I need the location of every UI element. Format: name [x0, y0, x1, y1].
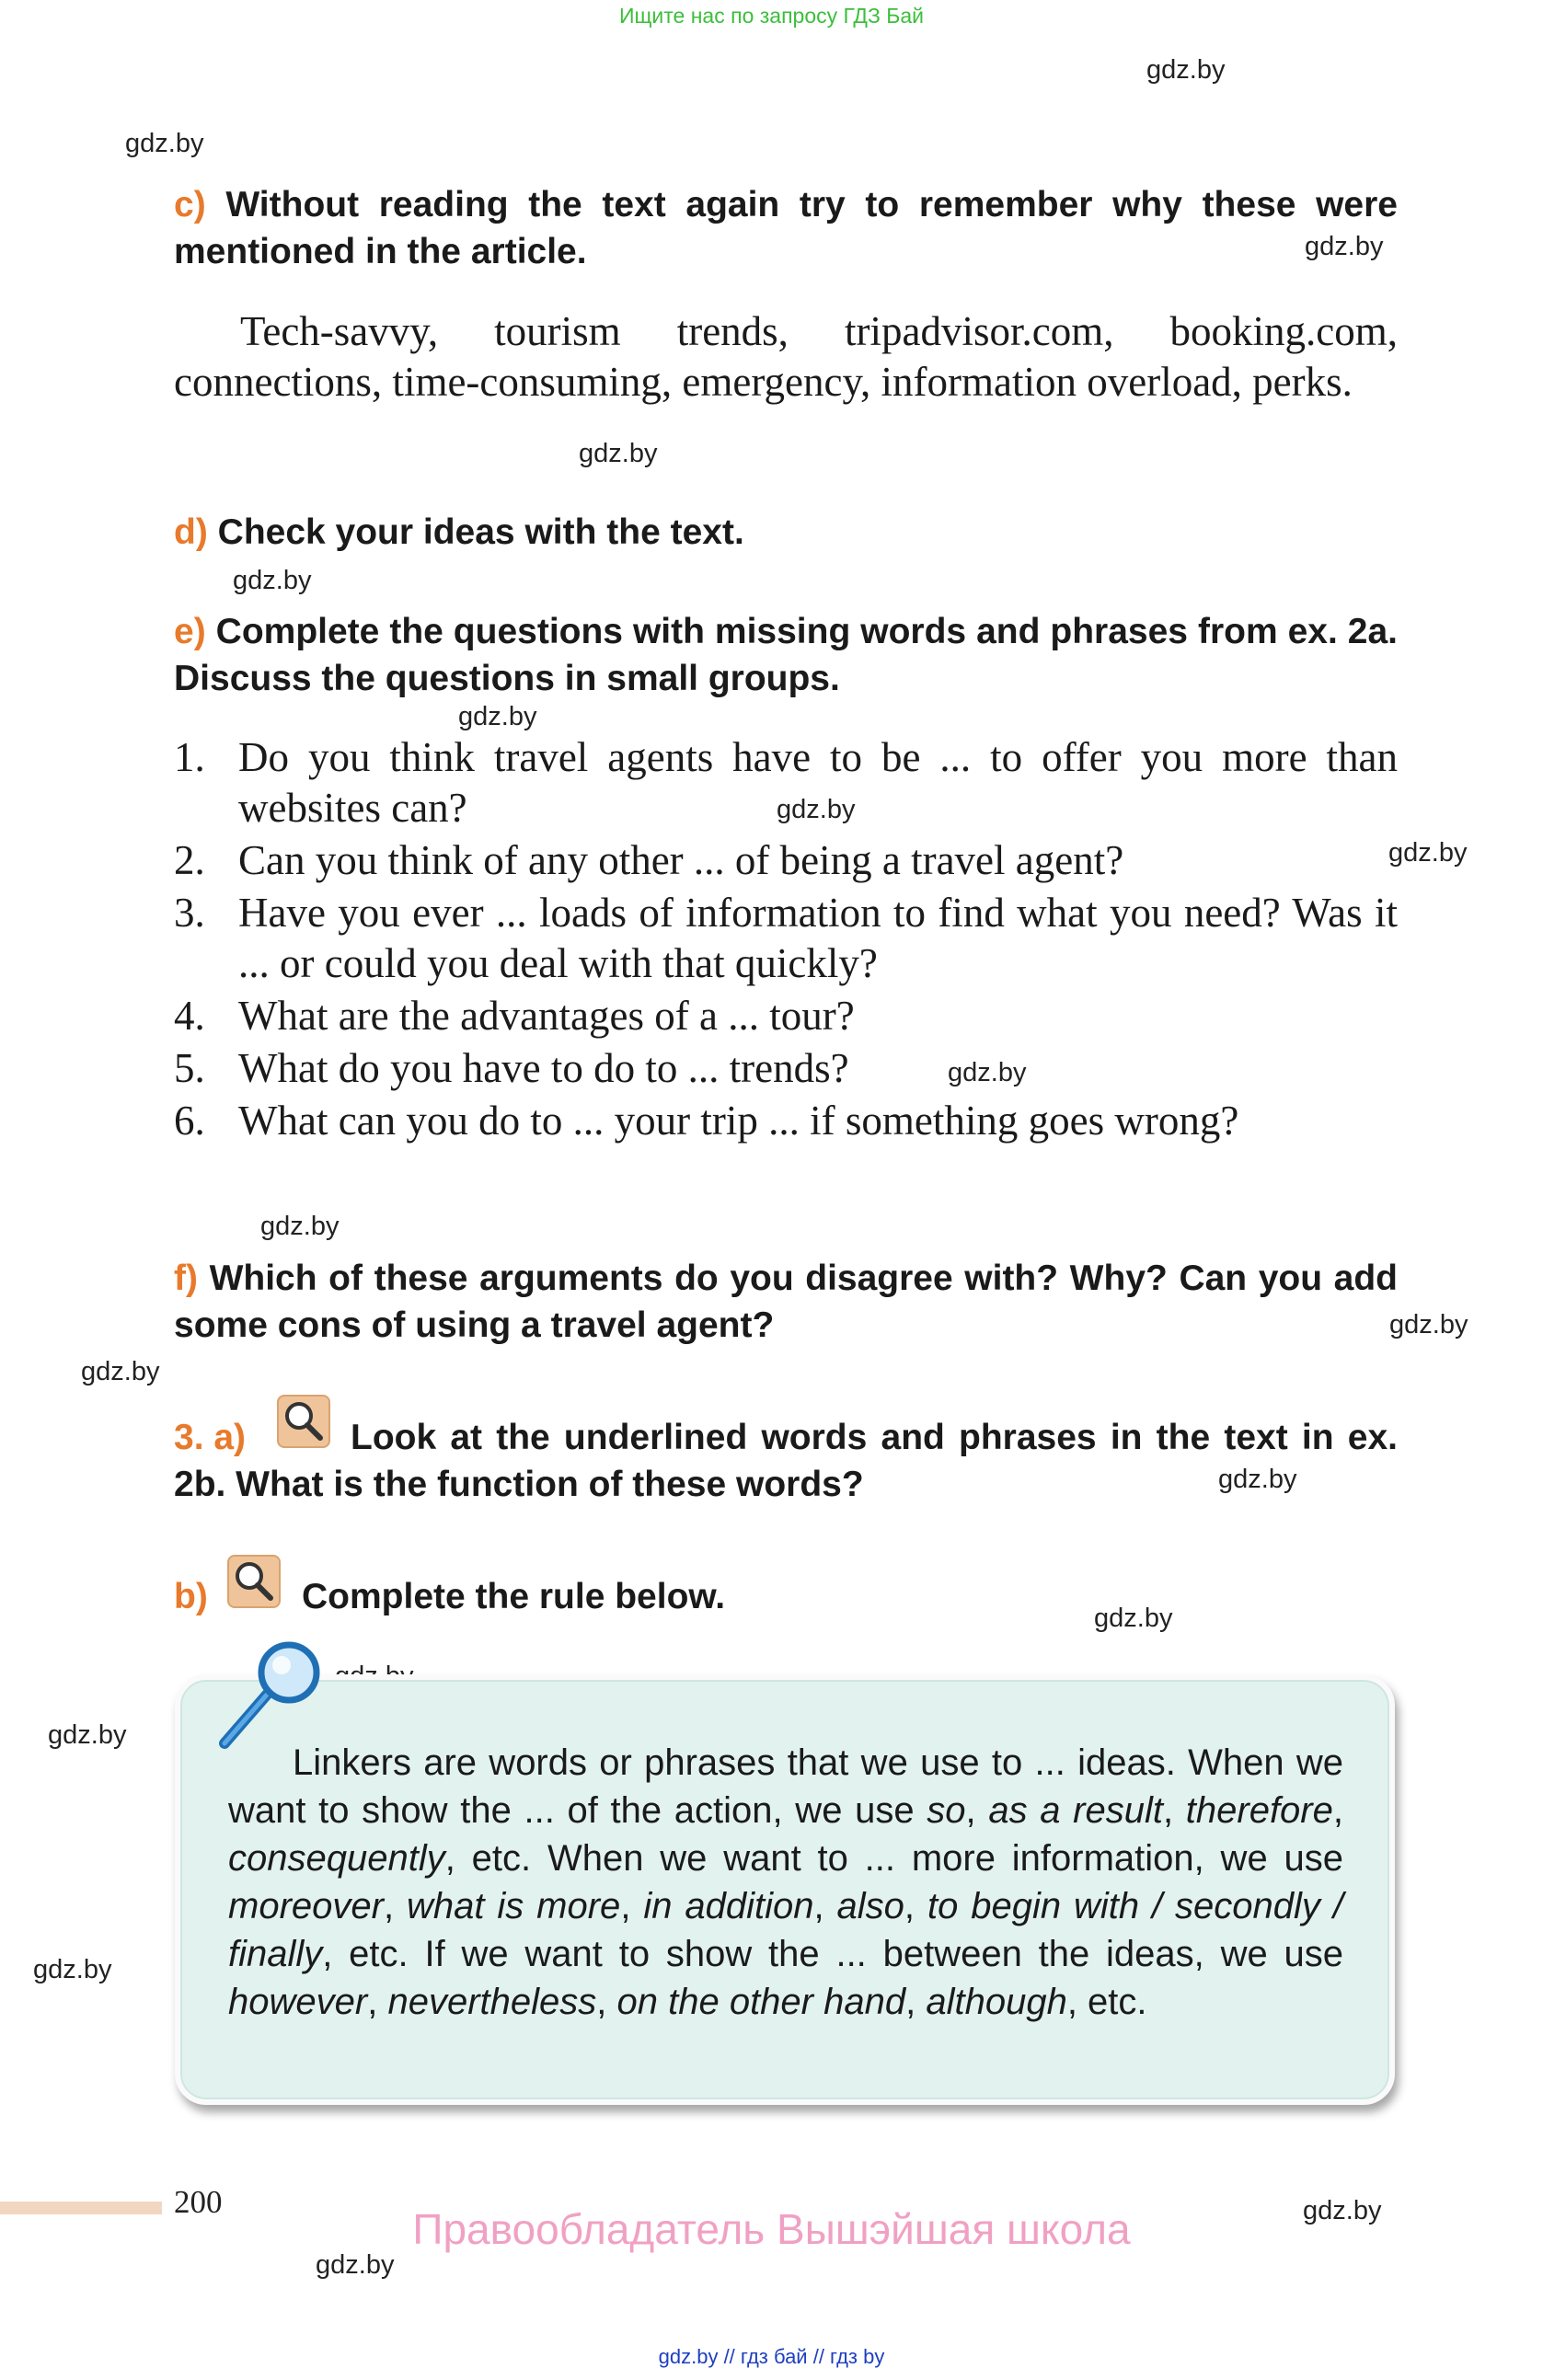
linker: therefore: [1185, 1790, 1333, 1831]
top-banner: Ищите нас по запросу ГДЗ Бай: [618, 4, 925, 28]
comma: ,: [965, 1790, 976, 1831]
question-text: What do you have to do to ... trends?: [238, 1045, 849, 1091]
linker: what is more: [406, 1886, 621, 1926]
question-number: 4.: [174, 993, 205, 1039]
watermark: gdz.by: [579, 439, 658, 468]
list-item: [174, 888, 1398, 989]
task-text: Look at the underlined words and phrases in the text in ex. 2b. What is the function of these words?: [174, 1418, 1398, 1504]
list-item: [174, 835, 1398, 886]
task-d: [174, 509, 1398, 556]
list-item: [174, 732, 1398, 834]
task-label: c): [174, 185, 206, 224]
task-text: Check your ideas with the text.: [217, 512, 744, 552]
rule-sentence: , etc. If we want to show the ... between the ideas, we use: [322, 1934, 1343, 1974]
watermark: gdz.by: [316, 2250, 395, 2280]
task-text: Complete the rule below.: [302, 1577, 726, 1616]
watermark: gdz.by: [260, 1212, 340, 1241]
rule-sentence: , etc.: [1066, 1982, 1147, 2022]
watermark: gdz.by: [1303, 2196, 1382, 2225]
question-text: Do you think travel agents have to be ... to offer you more than websites can?: [238, 734, 1398, 831]
watermark: gdz.by: [48, 1720, 127, 1750]
comma: ,: [1332, 1790, 1343, 1831]
task-3b: [174, 1573, 1398, 1620]
task-c-words: Tech-savvy, tourism trends, tripadvisor.com, booking.com, connections, time-consuming, emergency, information overload, perks.: [174, 308, 1398, 405]
comma: ,: [367, 1982, 378, 2022]
question-number: 3.: [174, 890, 205, 936]
copyright-owner: Правообладатель Вышэйшая школа: [412, 2205, 1131, 2253]
watermark: gdz.by: [1388, 838, 1468, 868]
watermark: gdz.by: [1146, 55, 1226, 85]
question-text: Have you ever ... loads of information to find what you need? Was it ... or could you deal with that quickly?: [238, 890, 1398, 986]
task-3a: [174, 1414, 1398, 1508]
watermark: gdz.by: [1218, 1465, 1297, 1494]
task-e: [174, 608, 1398, 702]
question-text: What are the advantages of a ... tour?: [238, 993, 855, 1039]
watermark: gdz.by: [125, 129, 204, 158]
question-number: 6.: [174, 1098, 205, 1144]
task-f: [174, 1255, 1398, 1349]
task-label: 3. a): [174, 1418, 247, 1457]
question-text: What can you do to ... your trip ... if something goes wrong?: [238, 1098, 1239, 1144]
linker: to begin with / secondly / finally: [228, 1886, 1343, 1974]
comma: ,: [904, 1886, 915, 1926]
question-number: 2.: [174, 837, 205, 883]
list-item: [174, 991, 1398, 1041]
linker: consequently: [228, 1838, 445, 1879]
watermark: gdz.by: [1389, 1310, 1468, 1339]
task-c: [174, 181, 1398, 275]
task-label: f): [174, 1259, 198, 1298]
watermark: gdz.by: [1305, 232, 1384, 261]
linker: also: [836, 1886, 904, 1926]
task-text: Complete the questions with missing words and phrases from ex. 2a. Discuss the questions in small groups.: [174, 612, 1398, 698]
linker: so: [927, 1790, 966, 1831]
footer-links: gdz.by // гдз бай // гдз by: [658, 2345, 885, 2368]
question-number: 1.: [174, 734, 205, 780]
linker: nevertheless: [387, 1982, 597, 2022]
watermark: gdz.by: [777, 795, 856, 824]
watermark: gdz.by: [458, 702, 537, 731]
task-label: e): [174, 612, 206, 651]
watermark: gdz.by: [1094, 1604, 1173, 1633]
question-list: [174, 732, 1398, 1148]
list-item: [174, 1043, 1398, 1094]
linker: on the other hand: [616, 1982, 906, 2022]
linker: in addition: [643, 1886, 814, 1926]
task-label: d): [174, 512, 208, 552]
comma: ,: [620, 1886, 631, 1926]
linker: moreover: [228, 1886, 384, 1926]
comma: ,: [383, 1886, 395, 1926]
comma: ,: [905, 1982, 916, 2022]
rule-sentence: , etc. When we want to ... more information, we use: [444, 1838, 1343, 1879]
watermark: gdz.by: [948, 1058, 1027, 1087]
comma: ,: [1162, 1790, 1174, 1831]
page-number: 200: [174, 2184, 223, 2220]
question-number: 5.: [174, 1045, 205, 1091]
task-text: Which of these arguments do you disagree with? Why? Can you add some cons of using a travel agent?: [174, 1259, 1398, 1345]
watermark: gdz.by: [81, 1357, 160, 1386]
question-text: Can you think of any other ... of being a travel agent?: [238, 837, 1124, 883]
comma: ,: [813, 1886, 824, 1926]
linker: although: [926, 1982, 1067, 2022]
task-label: b): [174, 1577, 208, 1616]
linker: however: [228, 1982, 368, 2022]
rule-sentence: Linkers are words or phrases that we use to ... ideas. When we want to show the ... of the action, we use: [228, 1742, 1343, 1831]
comma: ,: [596, 1982, 607, 2022]
linker: as a result: [988, 1790, 1163, 1831]
task-text: Without reading the text again try to remember why these were mentioned in the article.: [174, 185, 1398, 271]
rule-text: [228, 1739, 1343, 2026]
watermark: gdz.by: [33, 1955, 112, 1984]
list-item: [174, 1096, 1398, 1146]
watermark: gdz.by: [233, 566, 312, 595]
